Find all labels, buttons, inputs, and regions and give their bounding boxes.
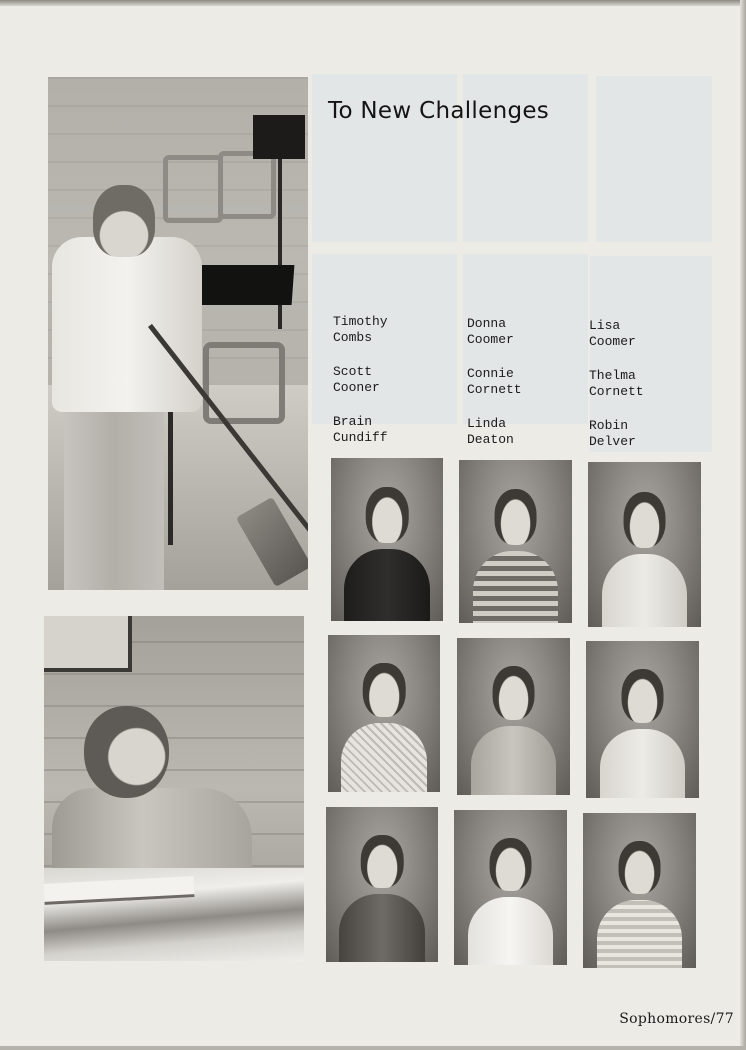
portrait-shoulders — [339, 894, 424, 962]
portrait-head — [366, 487, 409, 542]
student-portrait — [459, 460, 572, 623]
portrait-head — [492, 666, 535, 719]
last-name: Delver — [589, 434, 636, 449]
page-edge-bottom — [0, 1046, 746, 1050]
last-name: Cundiff — [333, 430, 388, 445]
name-caption — [589, 368, 644, 400]
page-title: To New Challenges — [328, 98, 550, 124]
student-portrait — [328, 635, 440, 792]
folding-chair — [163, 155, 223, 223]
first-name: Donna — [467, 316, 507, 331]
last-name: Coomer — [467, 332, 514, 347]
person-head — [84, 706, 169, 798]
last-name: Cornett — [589, 384, 644, 399]
name-caption — [467, 416, 514, 448]
page-edge-right — [740, 0, 746, 1050]
name-caption — [467, 366, 522, 398]
last-name: Combs — [333, 330, 373, 345]
portrait-shoulders — [597, 900, 683, 968]
student-portrait — [457, 638, 570, 795]
first-name: Scott — [333, 364, 373, 379]
portrait-shoulders — [344, 549, 429, 621]
portrait-head — [494, 489, 537, 544]
first-name: Robin — [589, 418, 629, 433]
faded-background-photo — [596, 76, 712, 242]
first-name: Linda — [467, 416, 507, 431]
portrait-head — [618, 841, 661, 894]
student-portrait — [588, 462, 701, 627]
student-portrait — [583, 813, 696, 968]
name-caption — [333, 414, 388, 446]
portrait-shoulders — [473, 551, 559, 623]
candid-photo-laughing — [44, 616, 304, 961]
portrait-head — [621, 669, 664, 722]
page-edge-top — [0, 0, 746, 6]
person-head — [93, 185, 155, 257]
music-stand — [253, 115, 305, 159]
name-caption — [589, 418, 636, 450]
portrait-shoulders — [471, 726, 557, 795]
folding-chair — [218, 151, 276, 219]
student-portrait — [454, 810, 567, 965]
first-name: Brain — [333, 414, 373, 429]
student-portrait — [331, 458, 443, 621]
portrait-shoulders — [468, 897, 554, 965]
last-name: Cornett — [467, 382, 522, 397]
wall-frame — [44, 616, 132, 672]
portrait-shoulders — [341, 723, 426, 792]
portrait-head — [363, 663, 406, 716]
person-jacket — [52, 237, 202, 412]
portrait-shoulders — [602, 554, 688, 627]
first-name: Thelma — [589, 368, 636, 383]
last-name: Deaton — [467, 432, 514, 447]
first-name: Connie — [467, 366, 514, 381]
person-legs — [64, 407, 164, 590]
student-portrait — [326, 807, 438, 962]
student-portrait — [586, 641, 699, 798]
first-name: Timothy — [333, 314, 388, 329]
page-folio: Sophomores/77 — [619, 1011, 734, 1027]
first-name: Lisa — [589, 318, 621, 333]
name-caption — [467, 316, 514, 348]
portrait-head — [623, 492, 666, 548]
portrait-shoulders — [600, 729, 686, 798]
name-caption — [333, 364, 380, 396]
name-caption — [333, 314, 388, 346]
portrait-head — [361, 835, 404, 888]
last-name: Coomer — [589, 334, 636, 349]
name-caption — [589, 318, 636, 350]
portrait-head — [489, 838, 532, 891]
last-name: Cooner — [333, 380, 380, 395]
candid-photo-sweeping — [48, 77, 308, 590]
